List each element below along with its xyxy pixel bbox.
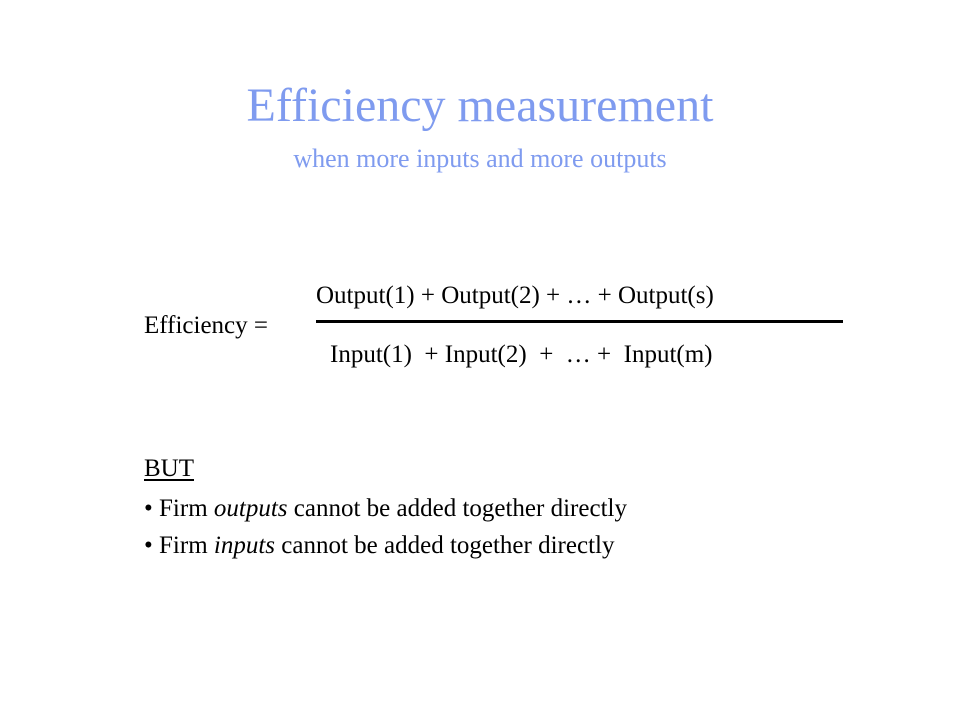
slide-subtitle: when more inputs and more outputs bbox=[293, 144, 667, 173]
bullet-list bbox=[144, 490, 627, 564]
slide-title: Efficiency measurement bbox=[246, 79, 714, 132]
but-heading: BUT bbox=[144, 455, 194, 482]
bullet-item-inputs bbox=[144, 527, 627, 564]
bullet-emphasis: outputs bbox=[213, 495, 288, 522]
bullet-emphasis: inputs bbox=[213, 532, 276, 559]
bullet-text-before: Firm bbox=[152, 532, 214, 559]
formula-denominator: Input(1) + Input(2) + … + Input(m) bbox=[330, 341, 713, 368]
formula-label: Efficiency = bbox=[144, 312, 268, 339]
bullet-text-before: Firm bbox=[152, 495, 214, 522]
bullet-marker: • bbox=[144, 532, 153, 559]
bullet-marker: • bbox=[144, 495, 153, 522]
formula-numerator: Output(1) + Output(2) + … + Output(s) bbox=[316, 282, 714, 309]
bullet-text-after: cannot be added together directly bbox=[275, 532, 615, 559]
bullet-item-outputs bbox=[144, 490, 627, 527]
fraction-bar bbox=[316, 320, 843, 323]
bullet-text-after: cannot be added together directly bbox=[287, 495, 627, 522]
